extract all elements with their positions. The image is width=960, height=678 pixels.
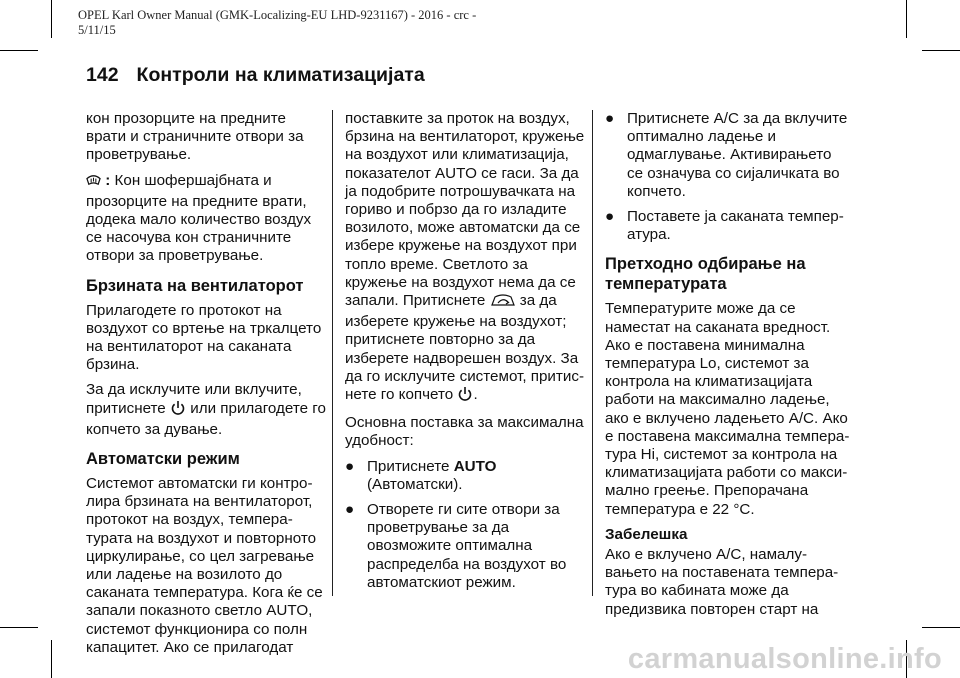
list-item: [605, 208, 851, 244]
column-divider: [332, 110, 333, 596]
list-item-text: Притиснете A/C за да вклучите оптимално ладење и одмаглување. Активирањето се означува со сијаличката во копчето.: [627, 110, 848, 200]
list-item-text: Поставете ја саканата темпер-атура.: [627, 208, 844, 244]
paragraph-text: За да исклучите или вклучите, притиснете: [86, 381, 302, 417]
paragraph: Температурите може да се наместат на саканата вредност. Ако е поставена минимална температура Lo, системот за контрола на климатизацијата работи на максимално ладење, ако е вклучено ладењето A/C. Ако е поставена максимална темпера-тура Hi, системот за контрола на климатизацијата работи со макси-мално греење. Препорачана температура е 22 °C.: [605, 300, 850, 518]
print-metadata: [78, 8, 476, 38]
crop-mark: [51, 640, 52, 678]
bullet: ●: [345, 457, 355, 475]
power-icon: [457, 386, 473, 407]
list-item-text: Притиснете: [367, 457, 450, 475]
watermark: carmanualsonline.info: [627, 643, 942, 675]
bullet: ●: [605, 110, 615, 127]
crop-mark: [922, 627, 960, 628]
list-item-text: Отворете ги сите отвори за проветрување за да овозможите оптимална распределба на воздухот во автоматскиот режим.: [367, 501, 567, 591]
separator: :: [105, 171, 111, 189]
section-heading: Претходно одбирање на температурата: [605, 255, 806, 294]
bullet: ●: [345, 501, 355, 519]
recirculation-icon: [490, 293, 516, 313]
crop-mark: [906, 0, 907, 38]
paragraph-text: или прилагодете го копчето за дување.: [86, 399, 326, 438]
paragraph-text: за да изберете кружење на воздухот; притиснете повторно за да изберете надворешен воздух. За да го исклучите системот, притис-нете го копчето: [345, 292, 585, 404]
list-item-text: (Автоматски).: [367, 475, 463, 493]
paragraph: Прилагодете го протокот на воздухот со вртење на тркалцето на вентилаторот на саканата брзина.: [86, 301, 322, 374]
crop-mark: [51, 0, 52, 38]
bullet: ●: [605, 208, 615, 226]
paragraph: Системот автоматски ги контро-лира брзината на вентилаторот, протокот на воздух, темпера-турата на воздухот и повторното циркулирање, со цел загревање или ладење на возилото до саканата температура. Кога ќе се запали показното светло AUTO, системот функционира со полн капацитет. Ако се прилагодат: [86, 475, 323, 656]
paragraph-text: Кон шофершајбната и прозорците на предните врати, додека мало количество воздух се насочува кон страничните отвори за проветрување.: [86, 171, 312, 265]
section-heading: Автоматски режим: [86, 450, 240, 469]
page-title: [86, 64, 425, 87]
section-heading: Брзината на вентилаторот: [86, 276, 304, 295]
button-name: AUTO: [453, 457, 497, 475]
list-item: [345, 458, 589, 494]
crop-mark: [922, 50, 960, 51]
note-heading: Забелешка: [605, 525, 688, 543]
text-column-1: [86, 110, 326, 664]
paragraph-text: .: [473, 386, 478, 404]
paragraph: [345, 110, 589, 407]
print-metadata-line: OPEL Karl Owner Manual (GMK-Localizing-EU LHD-9231167) - 2016 - crc -: [78, 8, 477, 22]
paragraph: [86, 172, 326, 266]
text-column-3: [605, 110, 851, 626]
list-item: [345, 501, 589, 592]
page-number: 142: [86, 64, 119, 86]
page-title-text: Контроли на климатизацијата: [136, 64, 425, 86]
column-divider: [592, 110, 593, 596]
print-metadata-line: 5/11/15: [78, 23, 116, 37]
windshield-defrost-icon: [86, 173, 101, 193]
paragraph: [86, 381, 326, 439]
crop-mark: [0, 627, 38, 628]
paragraph: Ако е вклучено A/C, намалу-вањето на поставената темпера-тура во кабината може да предизвика повторен старт на: [605, 546, 839, 618]
list-item: [605, 110, 851, 201]
text-column-2: [345, 110, 589, 599]
paragraph-text: поставките за проток на воздух, брзина на вентилаторот, кружење на воздухот или климатизација, показателот AUTO се гаси. За да ја подобрите потрошувачката на гориво и побрзо да го изладите возилото, може автоматски да се избере кружење на воздухот при топло време. Светлото за кружење на воздухот нема да се запали. Притиснете: [345, 110, 585, 310]
paragraph: Основна поставка за максимална удобност:: [345, 414, 584, 450]
crop-mark: [0, 50, 38, 51]
power-icon: [170, 400, 186, 421]
paragraph: кон прозорците на предните врати и страничните отвори за проветрување.: [86, 110, 304, 164]
